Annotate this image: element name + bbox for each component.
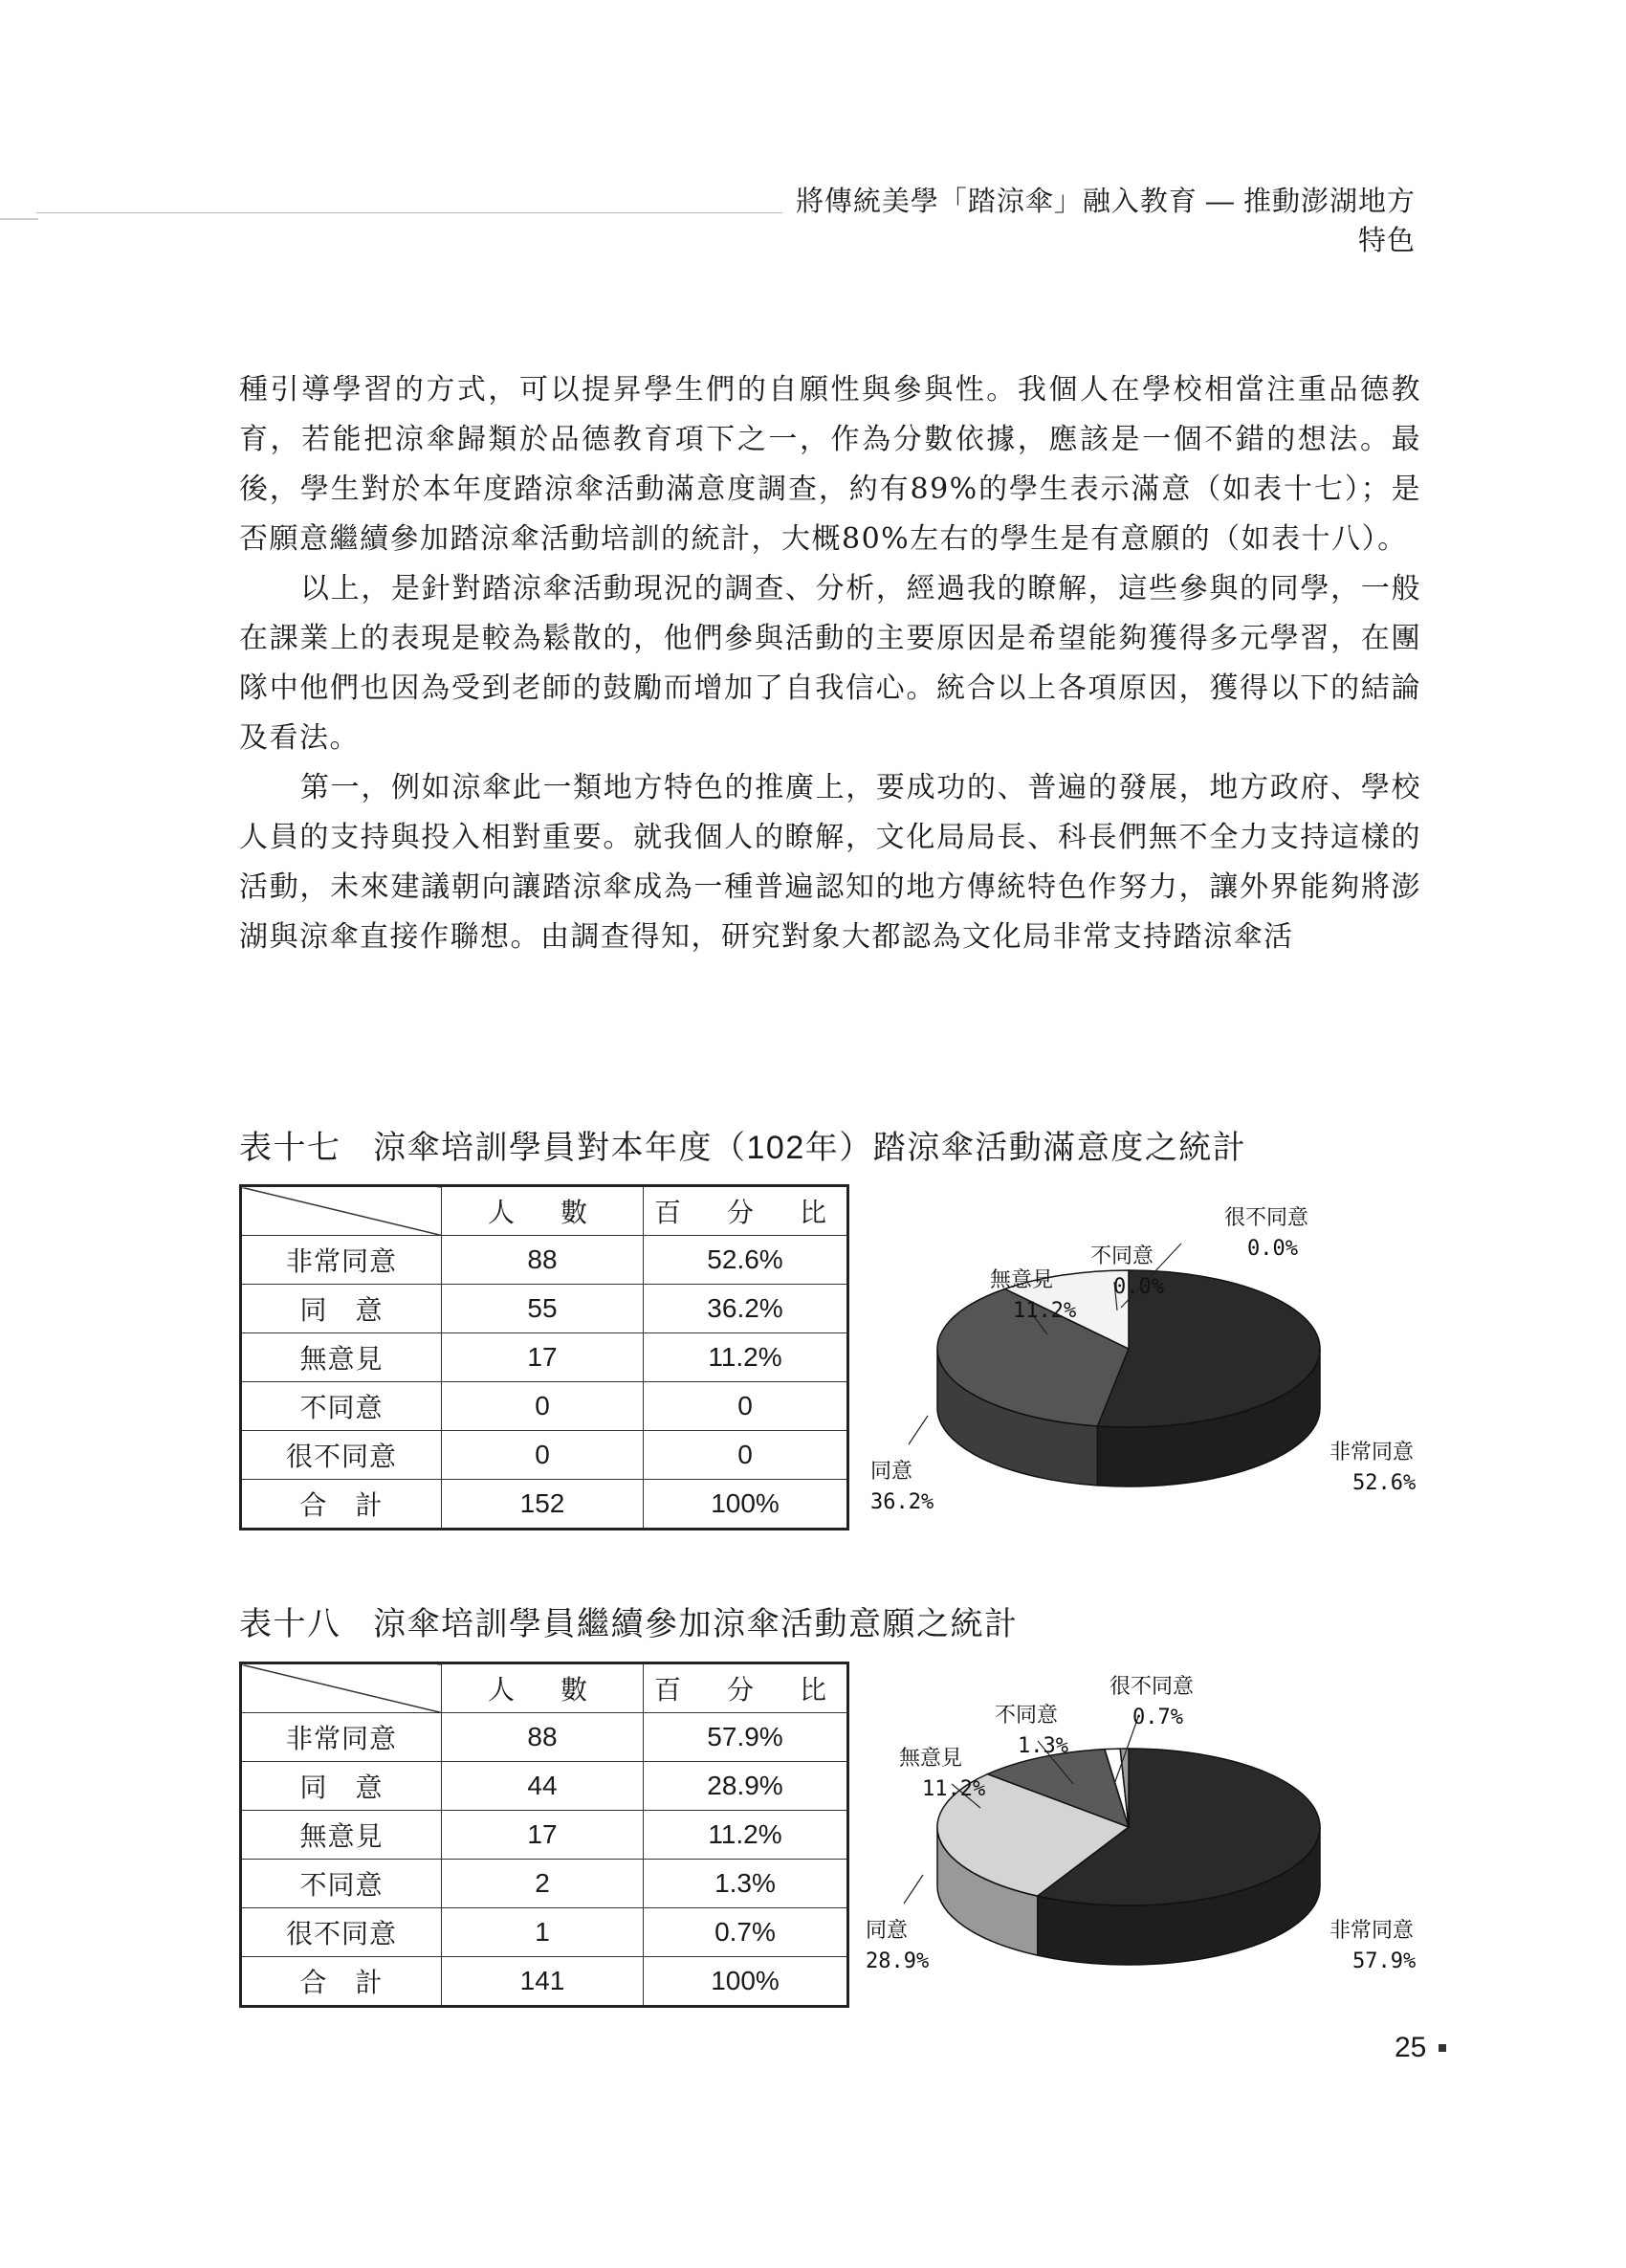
row-percent: 100% bbox=[644, 1480, 848, 1530]
row-label: 不同意 bbox=[241, 1860, 442, 1908]
table-18 bbox=[239, 1662, 849, 2008]
pie-slice-value: 11.2% bbox=[1013, 1299, 1077, 1323]
pie-slice-label: 無意見 bbox=[990, 1268, 1054, 1292]
table-row bbox=[241, 1713, 848, 1762]
row-percent: 11.2% bbox=[644, 1811, 848, 1860]
table-18-caption bbox=[239, 1597, 1019, 1644]
row-count: 88 bbox=[442, 1236, 644, 1285]
body-text bbox=[239, 365, 1421, 962]
row-percent: 0.7% bbox=[644, 1908, 848, 1957]
header-rule-left bbox=[0, 218, 38, 220]
table-18-title: 涼傘培訓學員繼續參加涼傘活動意願之統計 bbox=[373, 1606, 1019, 1642]
row-count: 1 bbox=[442, 1908, 644, 1957]
row-label: 非常同意 bbox=[241, 1236, 442, 1285]
pie-slice-value: 0.7% bbox=[1132, 1706, 1183, 1729]
row-label: 無意見 bbox=[241, 1333, 442, 1382]
row-label: 同 意 bbox=[241, 1762, 442, 1811]
row-count: 17 bbox=[442, 1811, 644, 1860]
pie-slice-label: 非常同意 bbox=[1329, 1919, 1415, 1943]
table-header-row bbox=[241, 1186, 848, 1236]
table-17-caption bbox=[239, 1121, 1246, 1168]
header-count: 人 數 bbox=[442, 1663, 644, 1713]
pie-leader-line bbox=[909, 1416, 928, 1444]
header-percent: 百 分 比 bbox=[644, 1663, 848, 1713]
pie-leader-line bbox=[904, 1875, 923, 1904]
table-row bbox=[241, 1285, 848, 1333]
paragraph-3: 第一，例如涼傘此一類地方特色的推廣上，要成功的、普遍的發展，地方政府、學校人員的支持與投入相對重要。就我個人的瞭解，文化局局長、科長們無不全力支持這樣的活動，未來建議朝向讓踏涼傘成為一種普遍認知的地方傳統特色作努力，讓外界能夠將澎湖與涼傘直接作聯想。由調查得知，研究對象大都認為文化局非常支持踏涼傘活 bbox=[239, 771, 1421, 954]
row-label: 不同意 bbox=[241, 1382, 442, 1431]
running-header: 將傳統美學「踏涼傘」融入教育 — 推動澎湖地方特色 bbox=[795, 187, 1416, 256]
pie-slice-value: 1.3% bbox=[1018, 1734, 1068, 1758]
table-total-row bbox=[241, 1480, 848, 1530]
page-number-mark bbox=[1439, 2044, 1446, 2052]
paragraph-2: 以上，是針對踏涼傘活動現況的調查、分析，經過我的瞭解，這些參與的同學，一般在課業上的表現是較為鬆散的，他們參與活動的主要原因是希望能夠獲得多元學習，在團隊中他們也因為受到老師的鼓勵而增加了自我信心。統合以上各項原因，獲得以下的結論及看法。 bbox=[239, 572, 1421, 755]
pie-chart-17 bbox=[851, 1186, 1425, 1550]
table-17 bbox=[239, 1184, 849, 1530]
table-row bbox=[241, 1236, 848, 1285]
row-label: 同 意 bbox=[241, 1285, 442, 1333]
table-row bbox=[241, 1908, 848, 1957]
pie-slice-label: 很不同意 bbox=[1224, 1206, 1309, 1230]
row-count: 17 bbox=[442, 1333, 644, 1382]
row-percent: 100% bbox=[644, 1957, 848, 2007]
row-count: 0 bbox=[442, 1382, 644, 1431]
table-row bbox=[241, 1860, 848, 1908]
pie-slice-label: 非常同意 bbox=[1329, 1441, 1415, 1464]
pie-slice-value: 36.2% bbox=[870, 1490, 934, 1514]
pie-slice-label: 不同意 bbox=[995, 1704, 1059, 1728]
row-label: 非常同意 bbox=[241, 1713, 442, 1762]
row-percent: 28.9% bbox=[644, 1762, 848, 1811]
row-count: 2 bbox=[442, 1860, 644, 1908]
row-percent: 0 bbox=[644, 1382, 848, 1431]
table-row bbox=[241, 1333, 848, 1382]
table-17-title: 涼傘培訓學員對本年度（102年）踏涼傘活動滿意度之統計 bbox=[373, 1130, 1247, 1166]
row-count: 55 bbox=[442, 1285, 644, 1333]
header-percent: 百 分 比 bbox=[644, 1186, 848, 1236]
pie-slice-label: 不同意 bbox=[1090, 1244, 1154, 1268]
page-number: 25 bbox=[1395, 2032, 1427, 2063]
table-row bbox=[241, 1762, 848, 1811]
row-percent: 0 bbox=[644, 1431, 848, 1480]
row-label: 很不同意 bbox=[241, 1908, 442, 1957]
table-18-label: 表十八 bbox=[239, 1606, 341, 1642]
table-corner-cell bbox=[241, 1663, 442, 1713]
pie-slice-label: 同意 bbox=[870, 1460, 913, 1484]
pie-slice-value: 0.0% bbox=[1113, 1275, 1164, 1299]
header-rule bbox=[36, 212, 782, 213]
row-percent: 57.9% bbox=[644, 1713, 848, 1762]
row-label: 合 計 bbox=[241, 1480, 442, 1530]
row-label: 無意見 bbox=[241, 1811, 442, 1860]
pie-slice-value: 57.9% bbox=[1352, 1949, 1417, 1973]
table-row bbox=[241, 1811, 848, 1860]
table-row bbox=[241, 1382, 848, 1431]
pie-slice-value: 0.0% bbox=[1247, 1237, 1298, 1261]
table-row bbox=[241, 1431, 848, 1480]
pie-slice-label: 無意見 bbox=[899, 1747, 963, 1771]
row-count: 88 bbox=[442, 1713, 644, 1762]
row-percent: 11.2% bbox=[644, 1333, 848, 1382]
row-label: 很不同意 bbox=[241, 1431, 442, 1480]
pie-slice-value: 28.9% bbox=[866, 1949, 930, 1973]
row-percent: 36.2% bbox=[644, 1285, 848, 1333]
pie-slice-label: 同意 bbox=[866, 1919, 909, 1943]
row-percent: 1.3% bbox=[644, 1860, 848, 1908]
pie-slice-label: 很不同意 bbox=[1110, 1675, 1195, 1699]
table-total-row bbox=[241, 1957, 848, 2007]
row-count: 141 bbox=[442, 1957, 644, 2007]
table-header-row bbox=[241, 1663, 848, 1713]
row-count: 152 bbox=[442, 1480, 644, 1530]
paragraph-1: 種引導學習的方式，可以提昇學生們的自願性與參與性。我個人在學校相當注重品德教育，若能把涼傘歸類於品德教育項下之一，作為分數依據，應該是一個不錯的想法。最後，學生對於本年度踏涼傘活動滿意度調查，約有89%的學生表示滿意（如表十七）；是否願意繼續參加踏涼傘活動培訓的統計，大概80%左右的學生是有意願的（如表十八）。 bbox=[239, 373, 1421, 556]
row-count: 44 bbox=[442, 1762, 644, 1811]
table-corner-cell bbox=[241, 1186, 442, 1236]
header-count: 人 數 bbox=[442, 1186, 644, 1236]
row-count: 0 bbox=[442, 1431, 644, 1480]
table-17-label: 表十七 bbox=[239, 1130, 341, 1166]
pie-slice-value: 11.2% bbox=[922, 1777, 986, 1801]
pie-slice-value: 52.6% bbox=[1352, 1471, 1417, 1495]
row-label: 合 計 bbox=[241, 1957, 442, 2007]
pie-chart-18 bbox=[851, 1664, 1425, 2028]
row-percent: 52.6% bbox=[644, 1236, 848, 1285]
